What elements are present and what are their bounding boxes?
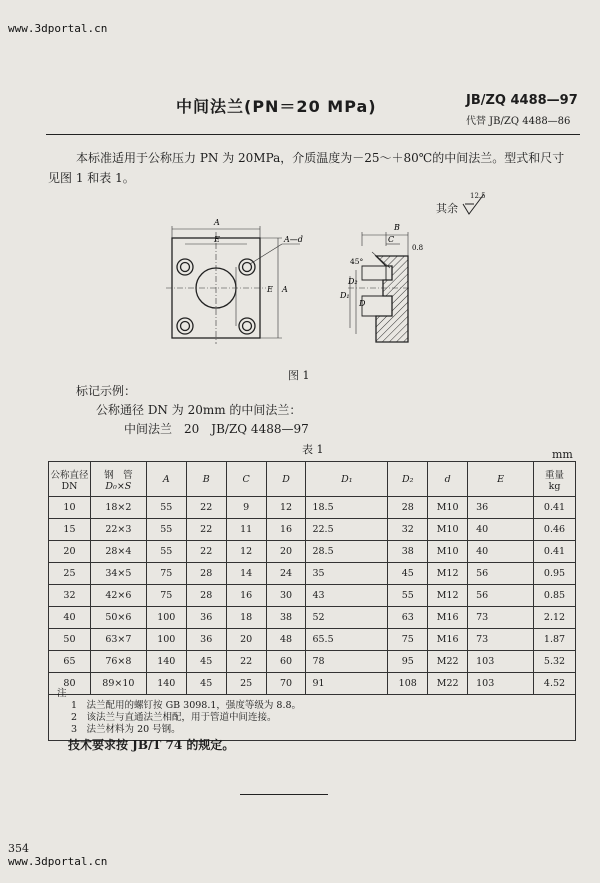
- note-item: 3 法兰材料为 20 号钢。: [71, 724, 181, 735]
- example-line-2: 中间法兰 20 JB/ZQ 4488—97: [124, 422, 309, 436]
- notes-box: [48, 686, 576, 741]
- table-cell-weight: 0.46: [534, 519, 576, 541]
- header-d2: D₂: [388, 462, 428, 497]
- table-cell-e: 40: [468, 519, 534, 541]
- table-cell-d: 12: [266, 497, 306, 519]
- table-cell-d1: 91: [306, 673, 388, 695]
- chamfer-size-label: 0.8: [412, 244, 424, 252]
- roughness-note: 其余: [436, 202, 458, 215]
- table-cell-d: 48: [266, 629, 306, 651]
- table-cell-d: 70: [266, 673, 306, 695]
- table-cell-pipe: 63×7: [90, 629, 146, 651]
- header-a: A: [146, 462, 186, 497]
- dim-e-side-label: E: [267, 285, 273, 294]
- table-cell-dn: 25: [49, 563, 91, 585]
- table-cell-b: 45: [186, 673, 226, 695]
- dim-e-label: E: [214, 235, 220, 244]
- table-cell-d1: 65.5: [306, 629, 388, 651]
- dim-d2-label: D₂: [348, 277, 358, 286]
- table-cell-d1: 28.5: [306, 541, 388, 563]
- header-d1: D₁: [306, 462, 388, 497]
- dim-c-label: C: [388, 235, 395, 244]
- table-cell-weight: 1.87: [534, 629, 576, 651]
- table-cell-weight: 0.41: [534, 497, 576, 519]
- notes-heading: 注: [57, 688, 67, 699]
- table-cell-d1: 35: [306, 563, 388, 585]
- figure-caption: 图 1: [288, 369, 310, 382]
- chamfer-angle-label: 45°: [350, 257, 364, 266]
- table-cell-c: 18: [226, 607, 266, 629]
- header-d: D: [266, 462, 306, 497]
- table-header-row: [49, 462, 576, 497]
- table-cell-b: 22: [186, 541, 226, 563]
- table-cell-d: 20: [266, 541, 306, 563]
- table-cell-weight: 4.52: [534, 673, 576, 695]
- note-item: 2 该法兰与直通法兰相配，用于管道中间连接。: [71, 712, 277, 723]
- table-cell-c: 25: [226, 673, 266, 695]
- table-cell-weight: 0.95: [534, 563, 576, 585]
- dim-b-label: B: [394, 223, 400, 232]
- table-cell-d2: 95: [388, 651, 428, 673]
- table-cell-c: 14: [226, 563, 266, 585]
- table-cell-weight: 5.32: [534, 651, 576, 673]
- table-cell-dn: 32: [49, 585, 91, 607]
- table-cell-a: 55: [146, 541, 186, 563]
- table-cell-c: 9: [226, 497, 266, 519]
- note-item: 1 法兰配用的螺钉按 GB 3098.1，强度等级为 8.8。: [71, 700, 302, 711]
- table-cell-d: 24: [266, 563, 306, 585]
- table-cell-d: M16: [428, 607, 468, 629]
- header-pipe: 钢 管 D₀×S: [90, 462, 146, 497]
- table-cell-dn: 40: [49, 607, 91, 629]
- table-cell-b: 45: [186, 651, 226, 673]
- dim-a-side-label: A: [282, 285, 288, 294]
- table-cell-d1: 78: [306, 651, 388, 673]
- header-e: E: [468, 462, 534, 497]
- intro-line-1: 本标准适用于公称压力 PN 为 20MPa，介质温度为－25～＋80℃的中间法兰。型式和尺寸: [76, 151, 565, 165]
- table-cell-dn: 50: [49, 629, 91, 651]
- footer-rule: [240, 794, 328, 795]
- table-cell-e: 56: [468, 585, 534, 607]
- table-cell-e: 103: [468, 673, 534, 695]
- side-section: [362, 256, 408, 342]
- table-cell-c: 16: [226, 585, 266, 607]
- header-rule: [46, 134, 580, 135]
- flange-drawing: [150, 192, 440, 364]
- table-cell-d1: 43: [306, 585, 388, 607]
- header-hole: d: [428, 462, 468, 497]
- table-cell-dn: 65: [49, 651, 91, 673]
- replaces-standard: 代替 JB/ZQ 4488—86: [466, 116, 571, 127]
- table-cell-a: 75: [146, 585, 186, 607]
- table-row: [49, 497, 576, 519]
- table-cell-c: 20: [226, 629, 266, 651]
- table-cell-c: 12: [226, 541, 266, 563]
- table-row: [49, 519, 576, 541]
- table-cell-dn: 15: [49, 519, 91, 541]
- table-unit: mm: [552, 448, 573, 461]
- table-cell-weight: 2.12: [534, 607, 576, 629]
- table-cell-pipe: 34×5: [90, 563, 146, 585]
- table-cell-e: 103: [468, 651, 534, 673]
- table-cell-d: M10: [428, 519, 468, 541]
- header-b: B: [186, 462, 226, 497]
- table-cell-pipe: 50×6: [90, 607, 146, 629]
- table-cell-pipe: 42×6: [90, 585, 146, 607]
- hole-label: A—d: [284, 235, 303, 244]
- table-cell-d: M10: [428, 497, 468, 519]
- page-title: 中间法兰(PN＝20 MPa): [176, 97, 377, 116]
- table-cell-weight: 0.85: [534, 585, 576, 607]
- technical-requirements: 技术要求按 JB/T 74 的规定。: [68, 738, 235, 752]
- dimension-table: [48, 461, 576, 695]
- example-heading: 标记示例：: [76, 384, 137, 398]
- table-cell-pipe: 76×8: [90, 651, 146, 673]
- table-cell-d2: 38: [388, 541, 428, 563]
- table-cell-d1: 22.5: [306, 519, 388, 541]
- table-cell-b: 22: [186, 497, 226, 519]
- table-cell-weight: 0.41: [534, 541, 576, 563]
- table-cell-b: 36: [186, 607, 226, 629]
- table-row: [49, 651, 576, 673]
- watermark-top: www.3dportal.cn: [8, 22, 108, 35]
- table-cell-e: 73: [468, 629, 534, 651]
- table-cell-d: 60: [266, 651, 306, 673]
- table-cell-dn: 10: [49, 497, 91, 519]
- header-c: C: [226, 462, 266, 497]
- header-weight: 重量 kg: [534, 462, 576, 497]
- table-row: [49, 585, 576, 607]
- table-cell-d1: 18.5: [306, 497, 388, 519]
- table-cell-pipe: 22×3: [90, 519, 146, 541]
- table-cell-b: 22: [186, 519, 226, 541]
- page-number: 354: [8, 842, 29, 855]
- table-cell-d2: 108: [388, 673, 428, 695]
- table-cell-d2: 75: [388, 629, 428, 651]
- table-cell-c: 22: [226, 651, 266, 673]
- table-cell-d: M12: [428, 563, 468, 585]
- dim-d1-label: D₁: [340, 291, 350, 300]
- table-cell-d1: 52: [306, 607, 388, 629]
- table-row: [49, 629, 576, 651]
- standard-number: JB/ZQ 4488—97: [466, 93, 578, 108]
- table-cell-b: 28: [186, 585, 226, 607]
- table-cell-d: 30: [266, 585, 306, 607]
- table-cell-d: M22: [428, 651, 468, 673]
- table-cell-d: 16: [266, 519, 306, 541]
- table-cell-pipe: 28×4: [90, 541, 146, 563]
- table-caption: 表 1: [302, 443, 324, 456]
- table-cell-a: 140: [146, 673, 186, 695]
- table-cell-d: M10: [428, 541, 468, 563]
- table-cell-c: 11: [226, 519, 266, 541]
- table-cell-a: 100: [146, 607, 186, 629]
- table-cell-d2: 63: [388, 607, 428, 629]
- roughness-value: 12.5: [470, 192, 486, 200]
- table-row: [49, 607, 576, 629]
- table-cell-e: 56: [468, 563, 534, 585]
- watermark-bottom: www.3dportal.cn: [8, 855, 108, 868]
- table-cell-e: 73: [468, 607, 534, 629]
- table-cell-pipe: 18×2: [90, 497, 146, 519]
- table-cell-dn: 80: [49, 673, 91, 695]
- table-cell-e: 36: [468, 497, 534, 519]
- header-dn: 公称直径 DN: [49, 462, 91, 497]
- table-cell-pipe: 89×10: [90, 673, 146, 695]
- table-cell-d2: 32: [388, 519, 428, 541]
- table-cell-d2: 45: [388, 563, 428, 585]
- example-line-1: 公称通径 DN 为 20mm 的中间法兰：: [96, 403, 302, 417]
- intro-line-2: 见图 1 和表 1。: [48, 171, 135, 185]
- table-cell-a: 100: [146, 629, 186, 651]
- table-cell-d2: 55: [388, 585, 428, 607]
- table-cell-a: 55: [146, 519, 186, 541]
- table-cell-a: 140: [146, 651, 186, 673]
- table-cell-d: M22: [428, 673, 468, 695]
- dim-d-label: D: [359, 299, 366, 308]
- table-row: [49, 541, 576, 563]
- table-cell-a: 75: [146, 563, 186, 585]
- table-cell-b: 28: [186, 563, 226, 585]
- table-cell-d: M12: [428, 585, 468, 607]
- table-cell-d2: 28: [388, 497, 428, 519]
- table-cell-a: 55: [146, 497, 186, 519]
- dim-a-label: A: [214, 218, 220, 227]
- table-cell-d: 38: [266, 607, 306, 629]
- table-cell-e: 40: [468, 541, 534, 563]
- table-cell-d: M16: [428, 629, 468, 651]
- table-row: [49, 563, 576, 585]
- table-cell-dn: 20: [49, 541, 91, 563]
- table-cell-b: 36: [186, 629, 226, 651]
